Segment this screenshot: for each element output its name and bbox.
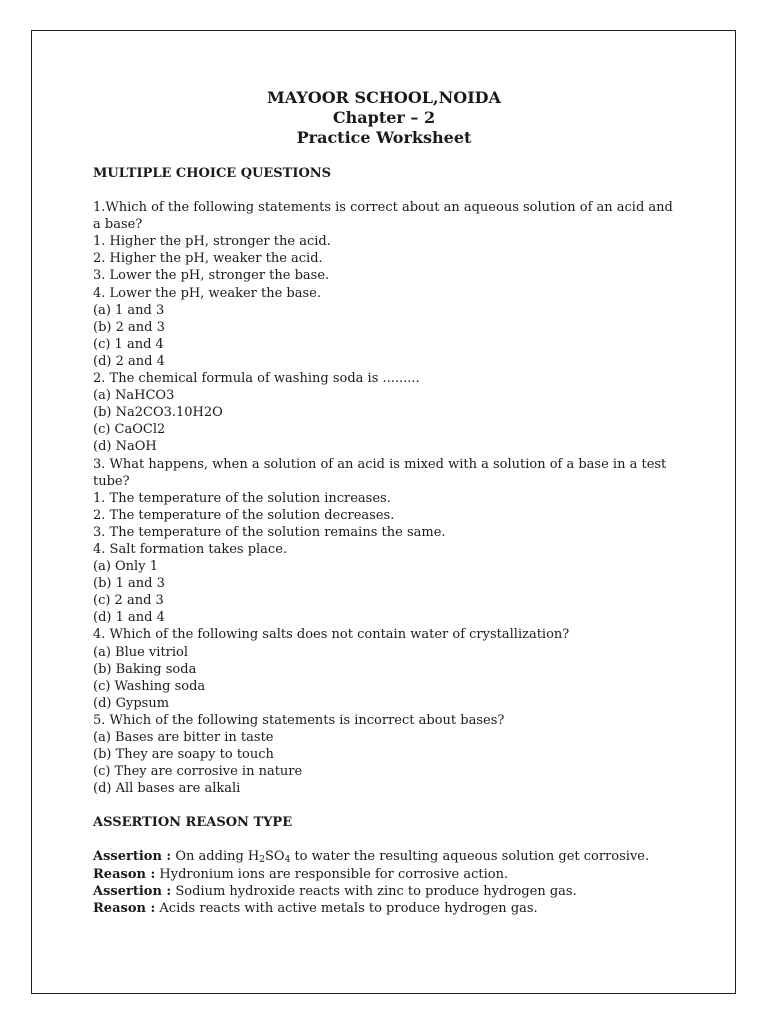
mcq-list xyxy=(93,199,683,797)
option-line: (d) Gypsum xyxy=(93,695,170,711)
chapter-title: Chapter – 2 xyxy=(332,108,436,127)
option-line: (b) Baking soda xyxy=(93,661,197,677)
option-line: (b) 2 and 3 xyxy=(93,319,165,335)
question-line: 1. The temperature of the solution increases. xyxy=(93,490,391,506)
option-line: (b) They are soapy to touch xyxy=(93,747,274,763)
question-line: 3. What happens, when a solution of an acid is mixed with a solution of a base in a test tube? xyxy=(93,456,667,489)
assertion-reason-list xyxy=(93,848,683,916)
option-line: (b) 1 and 3 xyxy=(93,576,165,592)
question-line: 5. Which of the following statements is incorrect about bases? xyxy=(93,712,505,728)
option-line: (c) 2 and 3 xyxy=(93,593,164,609)
question-line: 4. Which of the following salts does not contain water of crystallization? xyxy=(93,627,570,643)
assertion-line: Assertion : On adding $H_2SO_4$ to water the resulting aqueous solution get corrosive. xyxy=(93,849,650,866)
question-line: 2. Higher the pH, weaker the acid. xyxy=(93,251,323,267)
option-line: (c) They are corrosive in nature xyxy=(93,764,303,780)
option-line: (c) Washing soda xyxy=(93,678,206,694)
worksheet-body xyxy=(93,165,683,917)
worksheet-header xyxy=(0,88,768,148)
option-line: (a) NaHCO3 xyxy=(93,388,175,404)
question-line: 4. Salt formation takes place. xyxy=(93,541,288,557)
assertion-label: Assertion : xyxy=(93,849,172,865)
question-line: 3. Lower the pH, stronger the base. xyxy=(93,268,330,284)
option-line: (d) 1 and 4 xyxy=(93,610,165,626)
question-line: 3. The temperature of the solution remains the same. xyxy=(93,524,446,540)
question-line: 1.Which of the following statements is correct about an aqueous solution of an acid and a base? xyxy=(93,200,673,233)
school-name: MAYOOR SCHOOL,NOIDA xyxy=(267,88,501,107)
question-line: 1. Higher the pH, stronger the acid. xyxy=(93,234,331,250)
reason-line: Reason : Hydronium ions are responsible for corrosive action. xyxy=(93,866,509,882)
reason-label: Reason : xyxy=(93,866,156,882)
question-line: 2. The chemical formula of washing soda is ......... xyxy=(93,371,420,387)
option-line: (a) 1 and 3 xyxy=(93,302,165,318)
mcq-heading: MULTIPLE CHOICE QUESTIONS xyxy=(93,166,332,181)
option-line: (d) All bases are alkali xyxy=(93,781,241,797)
option-line: (c) 1 and 4 xyxy=(93,336,164,352)
assertion-label: Assertion : xyxy=(93,883,172,899)
worksheet-title: Practice Worksheet xyxy=(296,128,472,147)
option-line: (a) Bases are bitter in taste xyxy=(93,730,274,745)
option-line: (a) Blue vitriol xyxy=(93,644,189,660)
reason-line: Reason : Acids reacts with active metals to produce hydrogen gas. xyxy=(93,900,538,916)
option-line: (a) Only 1 xyxy=(93,559,158,575)
assertion-line: Assertion : Sodium hydroxide reacts with zinc to produce hydrogen gas. xyxy=(93,883,577,899)
option-line: (d) 2 and 4 xyxy=(93,353,165,369)
reason-label: Reason : xyxy=(93,900,156,916)
question-line: 2. The temperature of the solution decreases. xyxy=(93,507,395,523)
assertion-reason-heading: ASSERTION REASON TYPE xyxy=(93,815,293,831)
option-line: (d) NaOH xyxy=(93,439,157,455)
option-line: (b) Na2CO3.10H2O xyxy=(93,405,223,421)
question-line: 4. Lower the pH, weaker the base. xyxy=(93,285,321,301)
option-line: (c) CaOCl2 xyxy=(93,422,166,438)
